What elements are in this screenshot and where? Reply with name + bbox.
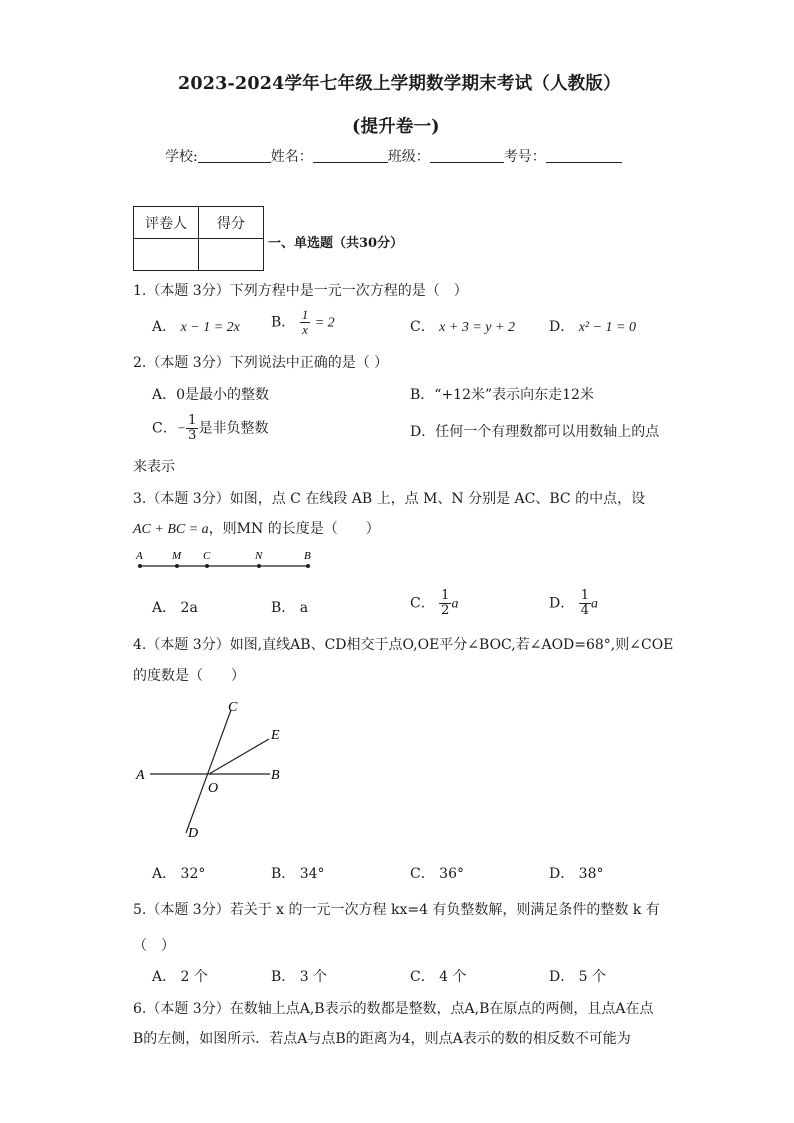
label-b: B <box>271 768 280 783</box>
q4-option-c[interactable]: C． 36° <box>410 866 464 882</box>
name-label: 姓名： <box>270 149 313 165</box>
q5-option-a[interactable]: A． 2 个 <box>152 969 208 985</box>
score-cell[interactable] <box>199 239 264 271</box>
page-subtitle: (提升卷一) <box>352 117 440 137</box>
q3-option-a[interactable]: A． 2a <box>152 600 198 616</box>
exam-no-label: 考号： <box>503 149 546 165</box>
school-blank[interactable] <box>198 148 271 163</box>
q4-option-b[interactable]: B． 34° <box>271 866 325 882</box>
class-blank[interactable] <box>430 148 504 163</box>
q3-option-c[interactable]: C． $\frac{1}{2}$ a <box>410 588 459 618</box>
section-title: 一、单选题（共30分） <box>268 236 404 251</box>
label-d: D <box>188 826 199 841</box>
label-o: O <box>208 781 219 796</box>
question-4-stem-line2: 的度数是（ ） <box>133 668 245 684</box>
point-b <box>306 564 310 568</box>
question-5-stem: 5.（本题 3分）若关于 x 的一元一次方程 kx=4 有负整数解，则满足条件的整数 k 有 <box>133 902 660 918</box>
q5-option-c[interactable]: C． 4 个 <box>410 969 467 985</box>
q2-option-a[interactable]: A．0是最小的整数 <box>152 387 270 403</box>
question-3-stem: 3.（本题 3分）如图，点 C 在线段 AB 上，点 M、N 分别是 AC、BC 的中点，设 <box>133 491 646 507</box>
point-m <box>175 564 179 568</box>
q2-option-d-continued: 来表示 <box>133 459 175 475</box>
q2-option-b[interactable]: B．“+12米”表示向东走12米 <box>410 387 594 403</box>
q2-option-c[interactable]: C．− $\frac{1}{3}$ 是非负整数 <box>152 413 269 443</box>
label-e: E <box>271 728 280 743</box>
q5-option-b[interactable]: B． 3 个 <box>271 969 328 985</box>
info-fields <box>165 146 622 166</box>
label-a: A <box>136 768 145 783</box>
point-n <box>257 564 261 568</box>
score-header: 得分 <box>199 207 264 239</box>
segment-figure <box>130 548 320 574</box>
q3-option-b[interactable]: B． a <box>271 600 309 616</box>
exam-no-blank[interactable] <box>546 148 622 163</box>
question-2-stem: 2.（本题 3分）下列说法中正确的是（ ） <box>133 355 389 371</box>
class-label: 班级： <box>387 149 430 165</box>
q1-option-c[interactable]: C． x + 3 = y + 2 <box>410 319 515 335</box>
label-a: A <box>136 550 143 562</box>
label-n: N <box>255 550 263 562</box>
grader-cell[interactable] <box>134 239 199 271</box>
point-a <box>138 564 142 568</box>
label-c: C <box>228 700 238 715</box>
q5-option-d[interactable]: D． 5 个 <box>549 969 607 985</box>
q4-option-d[interactable]: D． 38° <box>549 866 604 882</box>
q4-option-a[interactable]: A． 32° <box>152 866 206 882</box>
q1-option-a[interactable]: A． x − 1 = 2x <box>152 319 240 335</box>
line-cd <box>186 710 231 833</box>
question-5-stem-line2: （ ） <box>133 938 175 954</box>
question-4-stem: 4.（本题 3分）如图,直线AB、CD相交于点O,OE平分∠BOC,若∠AOD=68°,则∠COE <box>133 637 674 653</box>
q1-option-d[interactable]: D． x² − 1 = 0 <box>549 319 636 335</box>
school-label: 学校: <box>165 149 198 165</box>
point-c <box>205 564 209 568</box>
label-c: C <box>203 550 211 562</box>
q1-option-b[interactable]: B． $\frac{1}{x}$ = 2 <box>271 307 335 337</box>
question-3-stem-line2: AC + BC = a，则MN 的长度是（ ） <box>133 521 380 537</box>
question-6-stem-line2: B的左侧，如图所示．若点A与点B的距离为4，则点A表示的数的相反数不可能为 <box>133 1031 631 1047</box>
page-title: 2023-2024学年七年级上学期数学期末考试（人教版） <box>178 74 621 94</box>
question-1-stem: 1.（本题 3分）下列方程中是一元一次方程的是（ ） <box>133 283 468 299</box>
grader-header: 评卷人 <box>134 207 199 239</box>
label-m: M <box>172 550 182 562</box>
label-b: B <box>304 550 311 562</box>
q2-option-d[interactable]: D．任何一个有理数都可以用数轴上的点 <box>410 424 660 440</box>
angle-figure <box>130 695 300 845</box>
name-blank[interactable] <box>313 148 388 163</box>
q3-option-d[interactable]: D． $\frac{1}{4}$ a <box>549 588 598 618</box>
score-box <box>133 206 264 271</box>
question-6-stem: 6.（本题 3分）在数轴上点A,B表示的数都是整数，点A,B在原点的两侧，且点A在点 <box>133 1001 654 1017</box>
